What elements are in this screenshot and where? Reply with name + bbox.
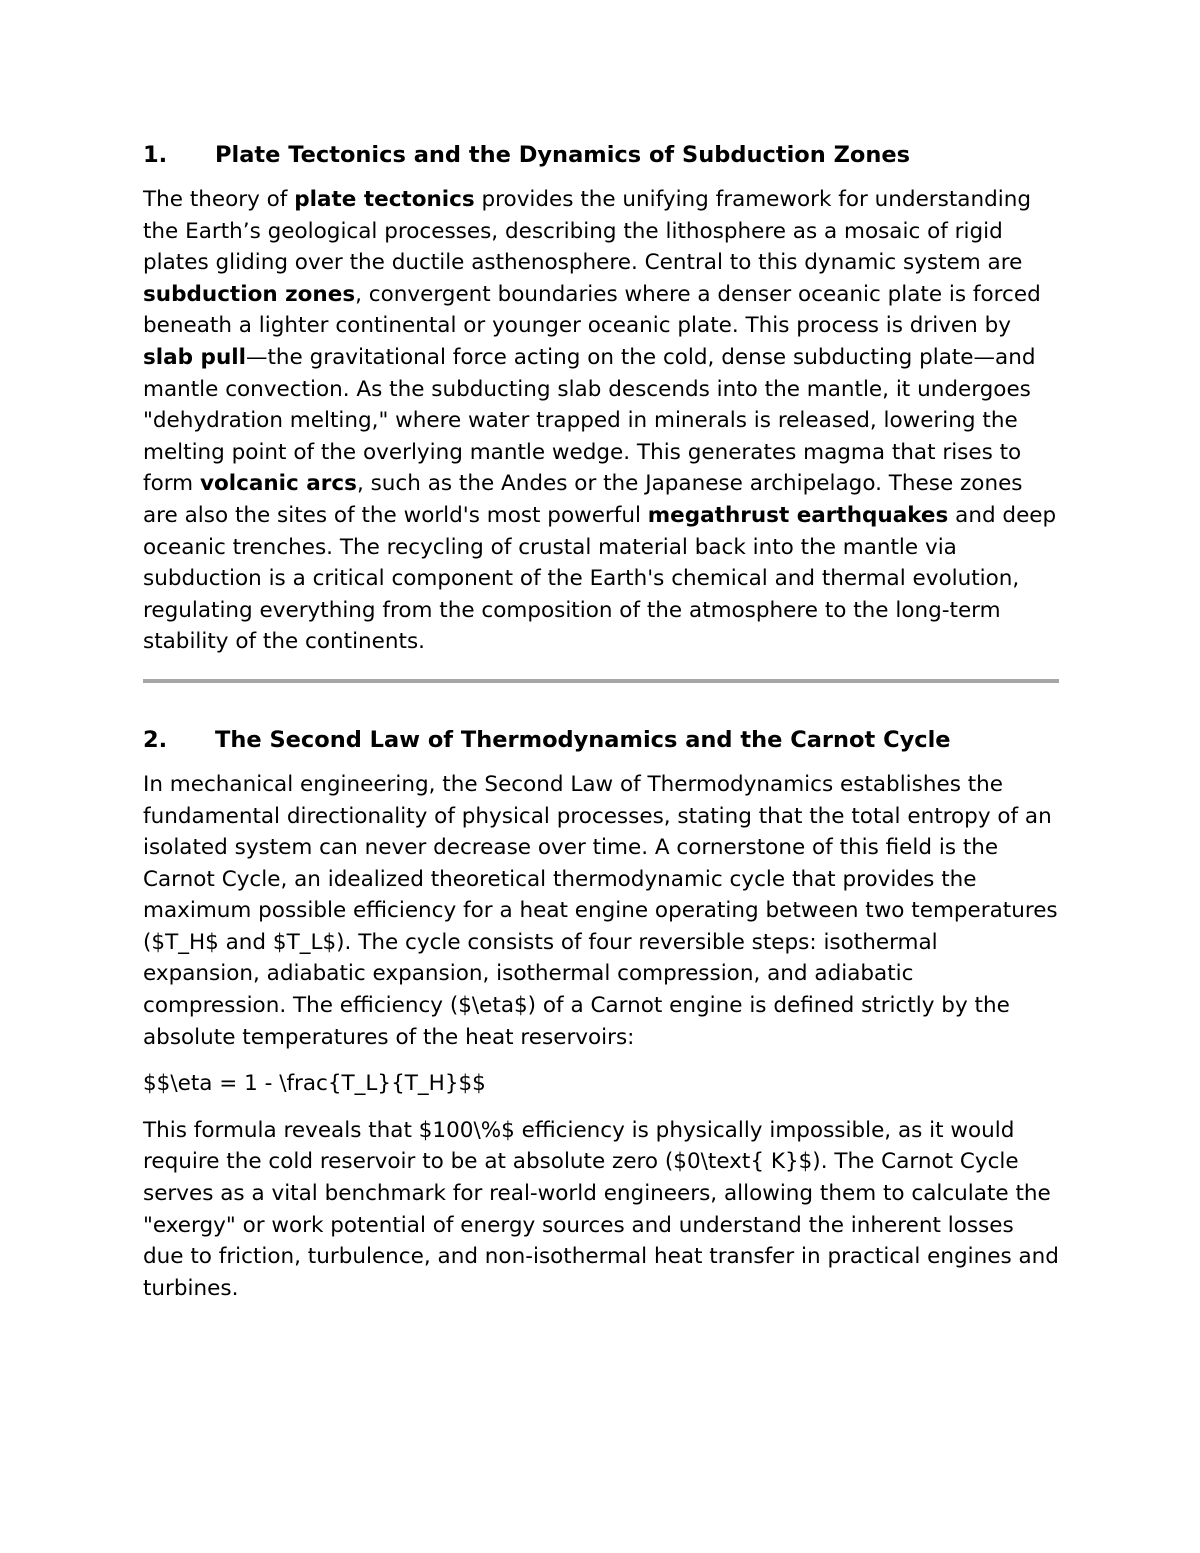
section-plate-tectonics	[143, 138, 1059, 658]
paragraph-run: The theory of	[143, 187, 295, 212]
bold-term: slab pull	[143, 344, 246, 370]
efficiency-formula: $$\eta = 1 - \frac{T_L}{T_H}$$	[143, 1071, 486, 1097]
section-paragraph	[143, 184, 1059, 658]
document-page	[143, 138, 1059, 1319]
section-paragraph: This formula reveals that $100\%$ efficiency is physically impossible, as it would require the cold reservoir to be at absolute zero ($0\text{ K}$). The Carnot Cycle serves as a vital benchmark for real-world engineers, allowing them to calculate the "exergy" or work potential of energy sources and understand the inherent losses due to friction, turbulence, and non-isothermal heat transfer in practical engines and turbines.	[143, 1117, 1059, 1301]
paragraph-run: provides the unifying framework for understanding the Earth’s geological processes, describing the lithosphere as a mosaic of rigid plates gliding over the ductile asthenosphere. Central to this dynamic system are	[143, 187, 1031, 276]
section-heading	[143, 723, 1059, 757]
bold-term: volcanic arcs	[199, 471, 357, 497]
section-number: 2.	[143, 726, 168, 753]
section-title: The Second Law of Thermodynamics and the Carnot Cycle	[215, 726, 951, 753]
bold-term: megathrust earthquakes	[647, 502, 949, 528]
section-title: Plate Tectonics and the Dynamics of Subduction Zones	[215, 142, 911, 168]
section-heading	[143, 138, 1059, 172]
bold-term: plate tectonics	[294, 187, 475, 212]
bold-term: subduction zones	[143, 281, 356, 307]
section-thermodynamics	[143, 723, 1059, 1305]
paragraph-run: and deep oceanic trenches. The recycling of crustal material back into the mantle via subduction is a critical component of the Earth's chemical and thermal evolution, regulating everything from the composition of the atmosphere to the long-term stability of the continents.	[143, 502, 1057, 655]
horizontal-divider	[143, 679, 1059, 683]
paragraph-run: , convergent boundaries where a denser oceanic plate is forced beneath a lighter continental or younger oceanic plate. This process is driven by	[143, 281, 1041, 339]
section-paragraph: In mechanical engineering, the Second Law of Thermodynamics establishes the fundamental directionality of physical processes, stating that the total entropy of an isolated system can never decrease over time. A cornerstone of this field is the Carnot Cycle, an idealized theoretical thermodynamic cycle that provides the maximum possible efficiency for a heat engine operating between two temperatures ($T_H$ and $T_L$). The cycle consists of four reversible steps: isothermal expansion, adiabatic expansion, isothermal compression, and adiabatic compression. The efficiency ($\eta$) of a Carnot engine is defined strictly by the absolute temperatures of the heat reservoirs:	[143, 771, 1058, 1050]
paragraph-run: —the gravitational force acting on the cold, dense subducting plate—and mantle convection. As the subducting slab descends into the mantle, it undergoes "dehydration melting," where water trapped in minerals is released, lowering the melting point of the overlying mantle wedge. This generates magma that rises to form	[143, 344, 1036, 497]
section-number: 1.	[143, 142, 168, 168]
paragraph-run: , such as the Andes or the Japanese archipelago. These zones are also the sites of the world's most powerful	[143, 471, 1023, 528]
